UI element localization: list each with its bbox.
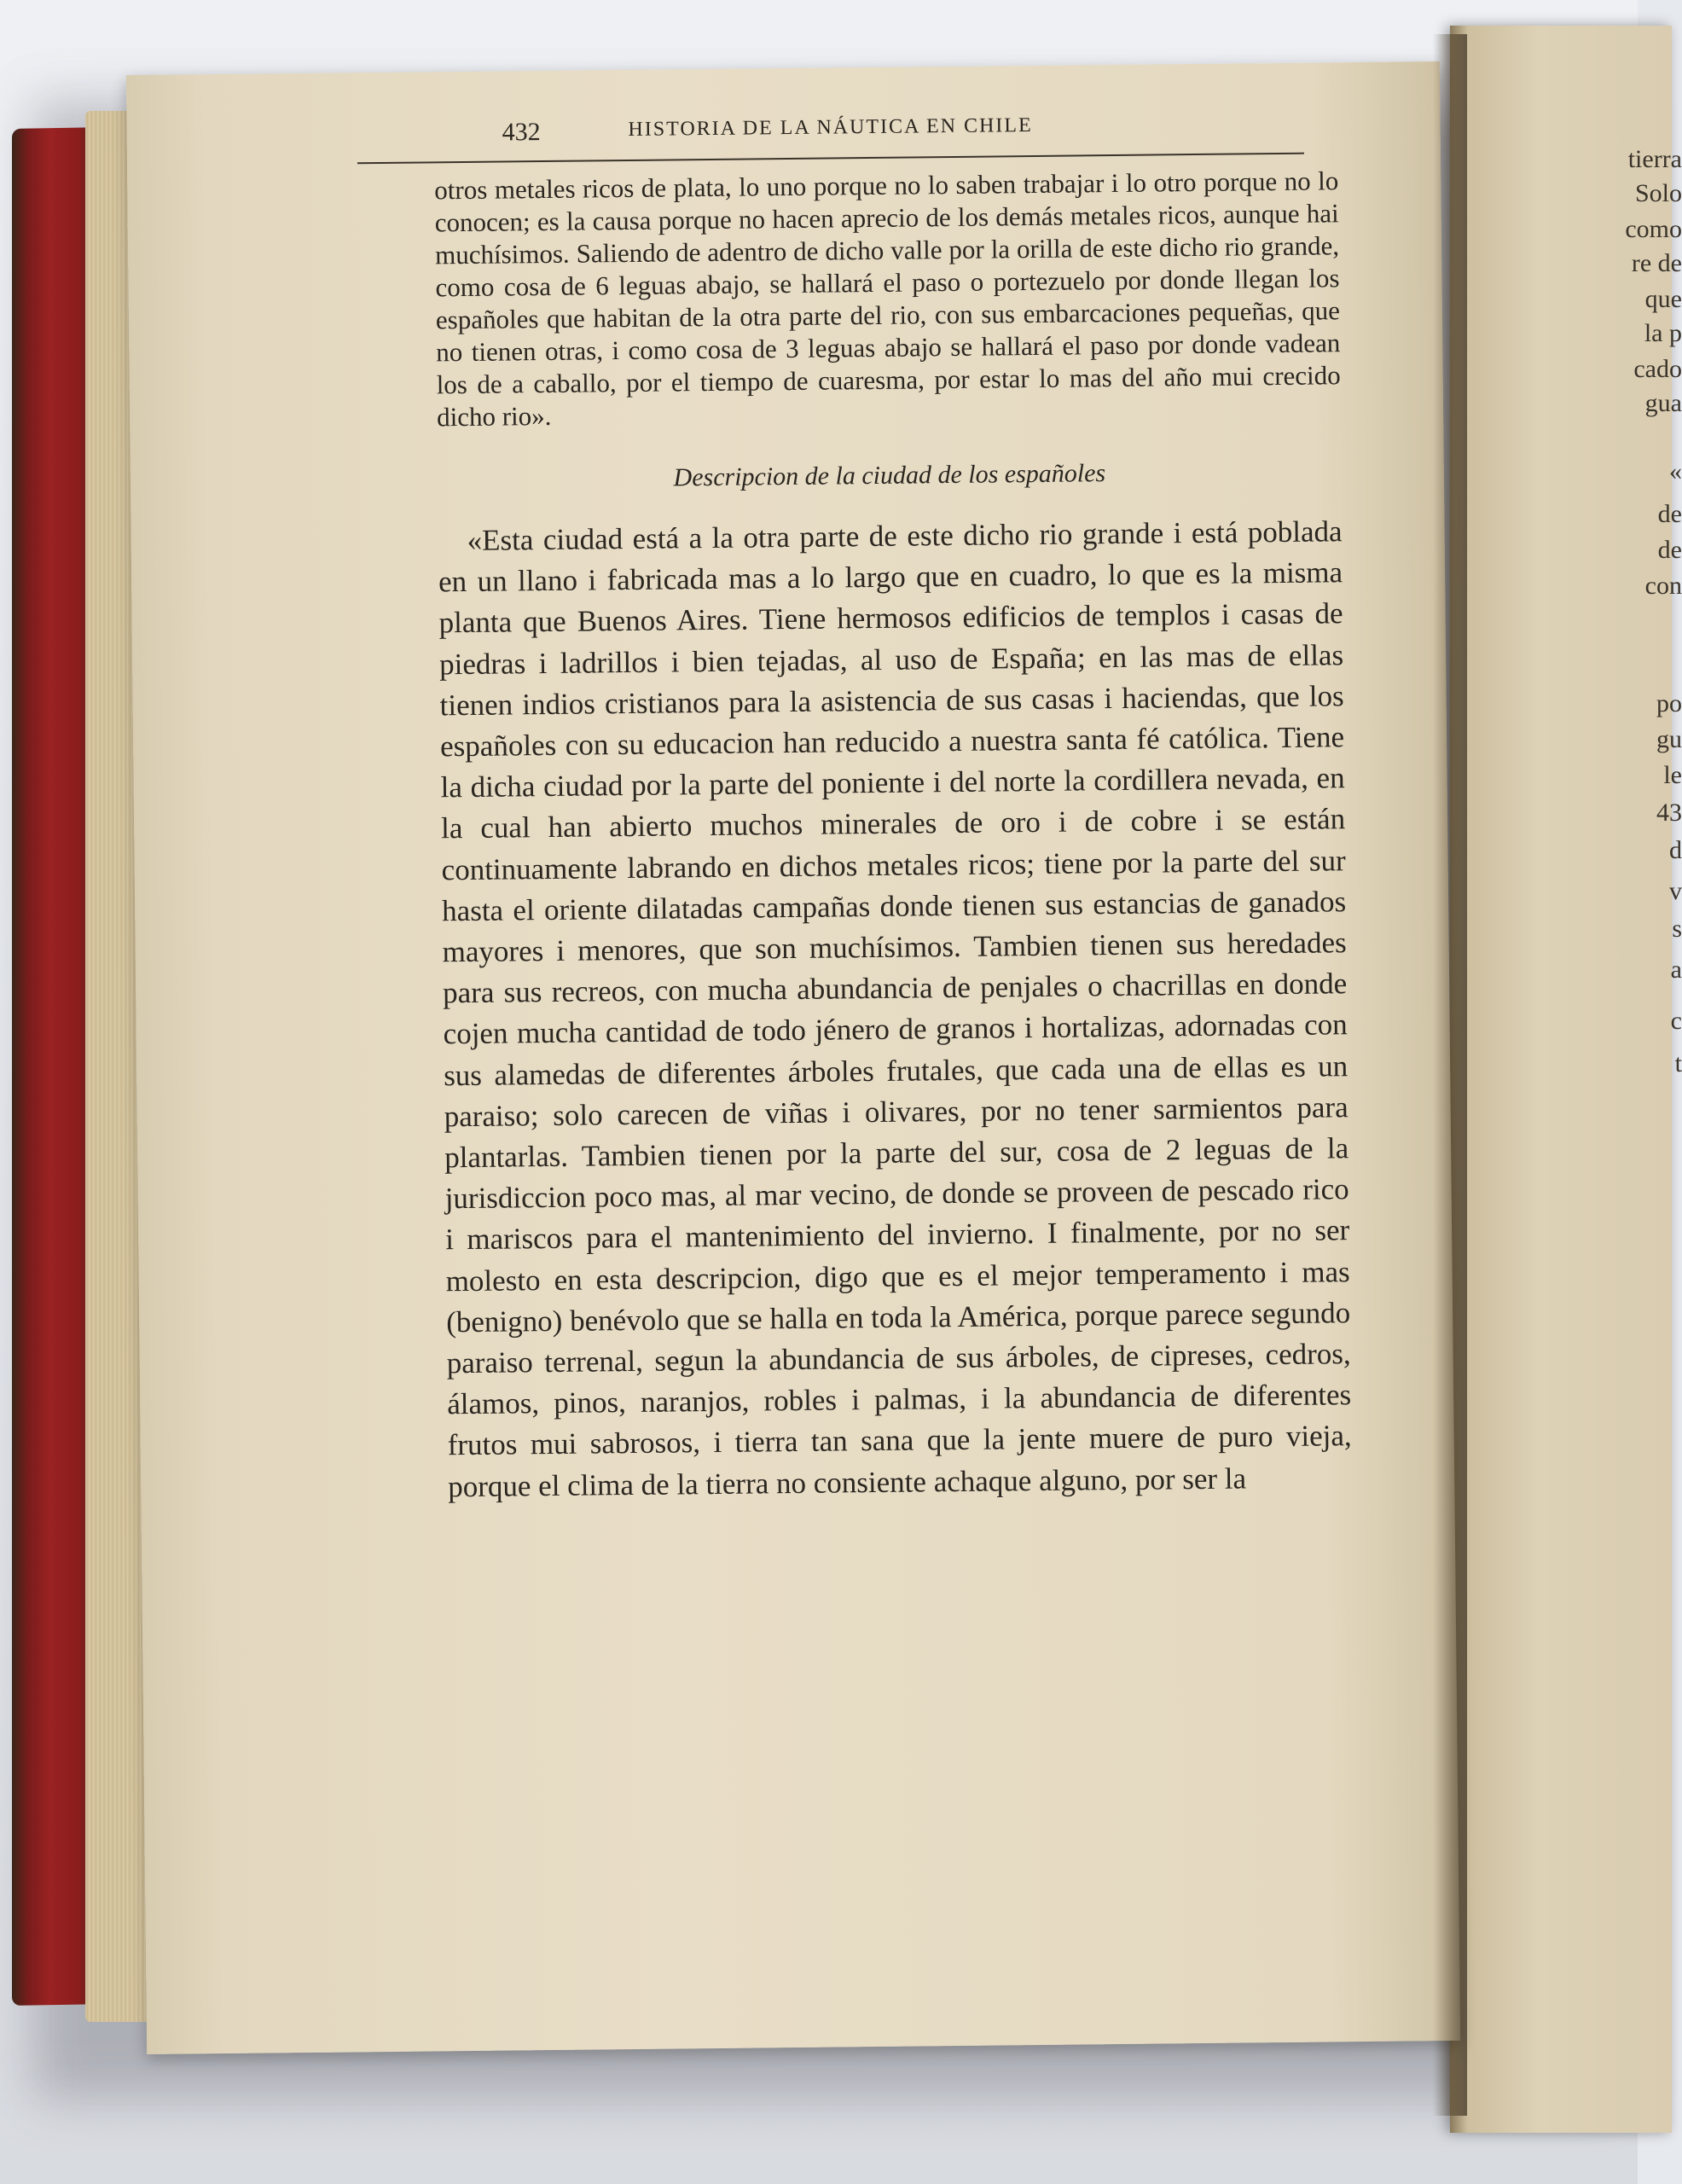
- facing-text-fragment: de: [1657, 536, 1682, 564]
- facing-text-fragment: t: [1674, 1049, 1682, 1077]
- facing-text-fragment: Solo: [1634, 179, 1682, 207]
- facing-text-fragment: re de: [1631, 249, 1682, 277]
- facing-text-fragment: «: [1669, 457, 1682, 485]
- running-head: [357, 110, 1303, 165]
- facing-text-fragment: de: [1657, 500, 1682, 528]
- facing-text-fragment: c: [1670, 1007, 1682, 1035]
- facing-text-fragment: 43: [1656, 799, 1682, 827]
- facing-text-fragment: po: [1656, 689, 1682, 717]
- facing-text-fragment: v: [1669, 877, 1682, 905]
- page-number: 432: [502, 118, 541, 147]
- page-text: [434, 165, 1352, 1507]
- facing-text-fragment: la p: [1644, 319, 1682, 347]
- facing-text-fragment: le: [1663, 761, 1682, 789]
- facing-page: [1450, 26, 1682, 2133]
- facing-text-fragment: s: [1672, 915, 1682, 943]
- facing-text-fragment: como: [1625, 215, 1682, 243]
- paragraph: otros metales ricos de plata, lo uno porque no lo saben trabajar i lo otro porque no lo conocen; es la causa porque no hacen aprecio de los demás metales ricos, aunque hai muchísimos. Saliendo de adentro de dicho valle por la orilla de este dicho rio grande, como cosa de 6 leguas abajo, se hallará el paso o portezuelo por donde llegan los españoles que habitan de la otra parte del rio, con sus embarcaciones pequeñas, que no tienen otras, i como cosa de 3 leguas abajo se hallará el paso por donde vadean los de a caballo, por el tiempo de cuaresma, por estar lo mas del año mui crecido dicho rio».: [434, 166, 1341, 433]
- facing-text-fragment: tierra: [1627, 145, 1682, 173]
- facing-text-fragment: gua: [1644, 389, 1682, 417]
- section-heading: Descripcion de la ciudad de los españoles: [673, 459, 1106, 492]
- paragraph: «Esta ciudad está a la otra parte de este dicho rio grande i está poblada en un llano i fabricada mas a lo largo que en cuadro, lo que es la misma planta que Buenos Aires. Tiene hermosos edificios de templos i casas de piedras i ladrillos i bien tejadas, al uso de España; en las mas de ellas tienen indios cristianos para la asistencia de sus casas i haciendas, que los españoles con su educacion han reducido a nuestra santa fé católica. Tiene la dicha ciudad por la parte del poniente i del norte la cordillera nevada, en la cual han abierto muchos minerales de oro i de cobre i se están continuamente labrando en dichos metales ricos; tiene por la parte del sur hasta el oriente dilatadas campañas donde tienen sus estancias de ganados mayores i menores, que son muchísimos. Tambien tienen sus heredades para sus recreos, con mucha abundancia de penjales o chacrillas en donde cojen mucha cantidad de todo jénero de granos i hortalizas, adornadas con sus alamedas de diferentes árboles frutales, que cada una de ellas es un paraiso; solo carecen de viñas i olivares, por no tener sarmientos para plantarlas. Tambien tienen por la parte del sur, cosa de 2 leguas de la jurisdiccion poco mas, al mar vecino, de donde se proveen de pescado rico i mariscos para el mantenimiento del invierno. I finalmente, por no ser molesto en esta descripcion, digo que es el mejor temperamento i mas (benigno) benévolo que se halla en toda la América, porque parece segundo paraiso terrenal, segun la abundancia de sus árboles, de cipreses, cedros, álamos, pinos, naranjos, robles i palmas, i la abundancia de diferentes frutos mui sabrosos, i tierra tan sana que la jente muere de puro vieja, porque el clima de la tierra no consiente achaque alguno, por ser la: [438, 514, 1352, 1503]
- running-head-title: HISTORIA DE LA NÁUTICA EN CHILE: [628, 114, 1033, 141]
- facing-text-fragment: con: [1644, 572, 1682, 600]
- facing-text-fragment: cado: [1633, 355, 1682, 383]
- facing-text-fragment: que: [1644, 285, 1682, 313]
- facing-text-fragment: a: [1670, 956, 1682, 984]
- book-page: [126, 61, 1460, 2054]
- facing-text-fragment: gu: [1656, 725, 1682, 753]
- book-gutter: [1433, 34, 1467, 2116]
- facing-text-fragment: d: [1669, 836, 1682, 864]
